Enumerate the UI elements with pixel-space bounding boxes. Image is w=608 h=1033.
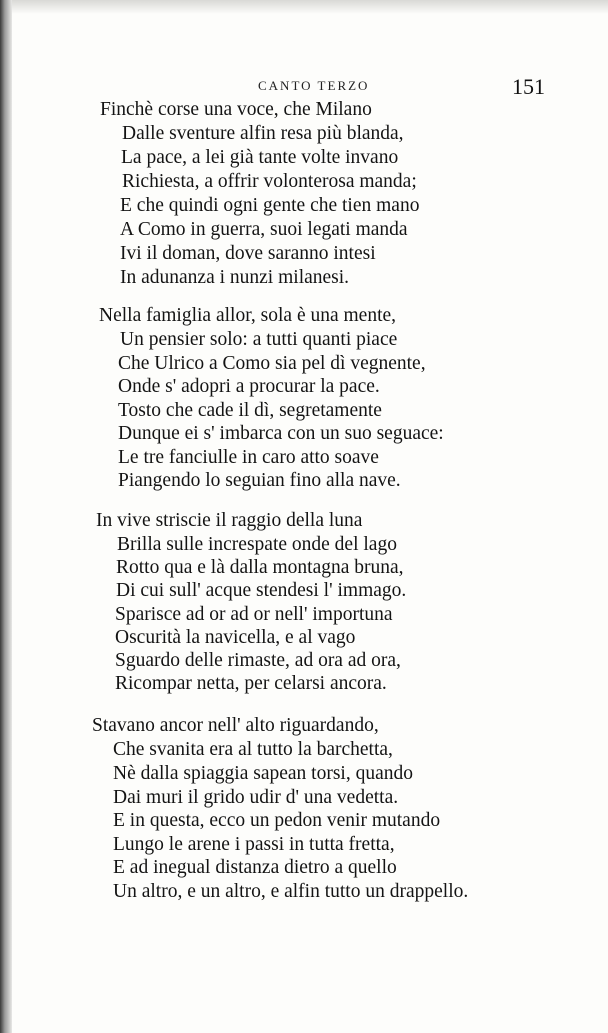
verse-line: Nella famiglia allor, sola è una mente, <box>99 305 397 326</box>
verse-line: Sguardo delle rimaste, ad ora ad ora, <box>115 650 401 671</box>
verse-line: E che quindi ogni gente che tien mano <box>120 195 420 216</box>
verse-line: Lungo le arene i passi in tutta fretta, <box>113 834 395 855</box>
verse-line: Stavano ancor nell' alto riguardando, <box>92 715 379 736</box>
verse-line: Dunque ei s' imbarca con un suo seguace: <box>118 423 444 444</box>
verse-line: Le tre fanciulle in caro atto soave <box>118 447 379 468</box>
page-number: 151 <box>512 74 545 99</box>
verse-line: La pace, a lei già tante volte invano <box>121 147 399 168</box>
verse-line: Rotto qua e là dalla montagna bruna, <box>116 557 404 578</box>
verse-line: Che Ulrico a Como sia pel dì vegnente, <box>118 353 426 374</box>
verse-line: Ivi il doman, dove saranno intesi <box>120 243 376 264</box>
verse-line: Che svanita era al tutto la barchetta, <box>113 739 393 760</box>
verse-line: Finchè corse una voce, che Milano <box>100 99 372 120</box>
page-binding-shadow <box>0 0 12 1033</box>
verse-line: Dalle sventure alfin resa più blanda, <box>122 123 404 144</box>
verse-line: Piangendo lo seguian fino alla nave. <box>118 470 401 491</box>
verse-line: In vive striscie il raggio della luna <box>96 510 363 531</box>
verse-line: Nè dalla spiaggia sapean torsi, quando <box>113 763 413 784</box>
verse-line: Oscurità la navicella, e al vago <box>115 627 356 648</box>
page-top-shadow <box>12 0 608 14</box>
verse-line: A Como in guerra, suoi legati manda <box>120 219 408 240</box>
verse-line: Tosto che cade il dì, segretamente <box>118 400 382 421</box>
verse-line: In adunanza i nunzi milanesi. <box>120 267 350 288</box>
verse-line: E ad inegual distanza dietro a quello <box>113 857 397 878</box>
verse-line: Dai muri il grido udir d' una vedetta. <box>113 787 399 808</box>
verse-line: Un pensier solo: a tutti quanti piace <box>120 329 398 350</box>
verse-line: Sparisce ad or ad or nell' importuna <box>115 604 393 625</box>
verse-line: Ricompar netta, per celarsi ancora. <box>115 673 387 694</box>
verse-line: E in questa, ecco un pedon venir mutando <box>113 810 441 831</box>
verse-line: Richiesta, a offrir volonterosa manda; <box>122 171 417 192</box>
verse-line: Un altro, e un altro, e alfin tutto un drappello. <box>113 881 469 902</box>
verse-line: Di cui sull' acque stendesi l' immago. <box>116 580 407 601</box>
verse-line: Brilla sulle increspate onde del lago <box>117 534 397 555</box>
verse-line: Onde s' adopri a procurar la pace. <box>118 376 380 397</box>
running-title: CANTO TERZO <box>258 78 370 93</box>
